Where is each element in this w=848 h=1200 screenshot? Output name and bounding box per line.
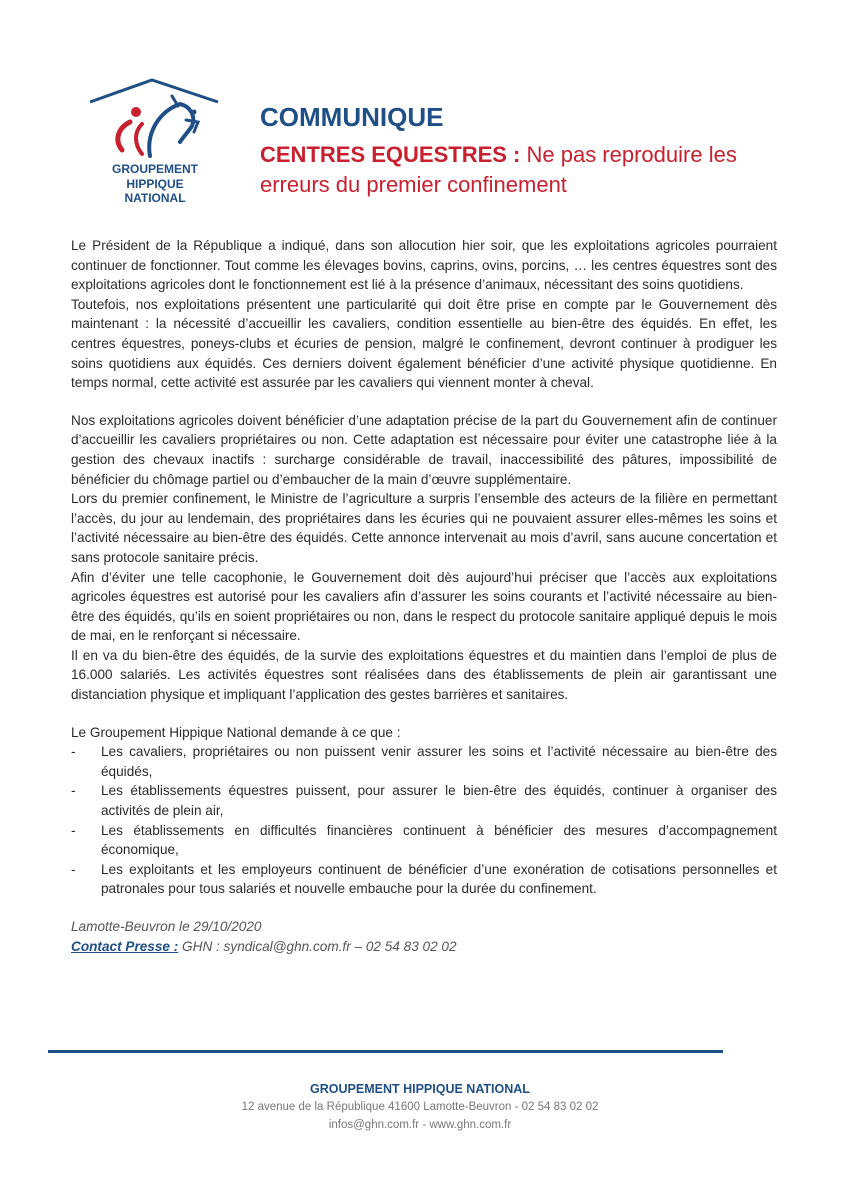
list-dash: - — [71, 783, 76, 799]
paragraph: Il en va du bien-être des équidés, de la survie des exploitations équestres et du maintien dans l’emploi de plus de 16.000 salariés. Les activités équestres sont réalisées dans des établissements de plein air garantissant une distanciation physique et impliquant l’application des gestes barrières et sanitaires. — [71, 647, 777, 703]
list-dash: - — [71, 822, 76, 838]
list-item: - Les exploitants et les employeurs continuent de bénéficier d’une exonération de cotisations personnelles et patronales pour tous salariés et nouvelle embauche pour la durée du confinement. — [71, 861, 777, 897]
subtitle-bold: CENTRES EQUESTRES : — [260, 142, 521, 167]
ghn-logo — [88, 76, 222, 212]
page-footer — [150, 1080, 690, 1134]
document-heading — [260, 100, 800, 200]
footer-address: 12 avenue de la République 41600 Lamotte-Beuvron - 02 54 83 02 02 — [241, 1101, 599, 1113]
footer-org: GROUPEMENT HIPPIQUE NATIONAL — [310, 1082, 530, 1096]
footer-web[interactable]: infos@ghn.com.fr - www.ghn.com.fr — [328, 1119, 512, 1131]
list-dash: - — [71, 744, 76, 760]
paragraph: Lors du premier confinement, le Ministre de l’agriculture a surpris l’ensemble des acteurs de la filière en permettant l’accès, du jour au lendemain, des propriétaires dans les écuries qui ne pouvaient assurer elles-mêmes les soins et l’activité nécessaire au bien-être des équidés. Cette annonce intervenait au mois d’avril, sans aucune concertation et sans protocole sanitaire précis. — [71, 491, 777, 565]
horse-rider-emblem-icon — [88, 76, 222, 162]
logo-line: NATIONAL — [124, 191, 186, 205]
document-body — [71, 236, 777, 956]
paragraph: Afin d’éviter une telle cacophonie, le Gouvernement doit dès aujourd’hui préciser que l’accès aux exploitations agricoles équestres est autorisé pour les cavaliers afin d’assurer les soins courants et l’activité nécessaire au bien-être des équidés, qu’ils en soient propriétaires ou non, dans le respect du protocole sanitaire appliqué depuis le mois de mai, en le renforçant si nécessaire. — [71, 569, 777, 644]
logo-text — [88, 162, 222, 206]
contact-value[interactable]: GHN : syndical@ghn.com.fr – 02 54 83 02 02 — [178, 938, 457, 954]
list-intro: Le Groupement Hippique National demande à ce que : — [71, 724, 401, 740]
footer-divider — [48, 1050, 723, 1053]
place-date: Lamotte-Beuvron le 29/10/2020 — [71, 919, 262, 934]
logo-line: GROUPEMENT — [111, 162, 198, 176]
press-contact — [71, 937, 777, 957]
list-dash: - — [71, 861, 76, 877]
list-item: - Les cavaliers, propriétaires ou non puissent venir assurer les soins et l’activité nécessaire au bien-être des équidés, — [71, 744, 777, 779]
list-item: - Les établissements équestres puissent, pour assurer le bien-être des équidés, continuer à organiser des activités de plein air, — [71, 783, 777, 819]
logo-line: HIPPIQUE — [126, 176, 184, 191]
document-title: COMMUNIQUE — [260, 102, 444, 132]
contact-label: Contact Presse : — [71, 938, 179, 954]
paragraph: Le Président de la République a indiqué, dans son allocution hier soir, que les exploitations agricoles pourraient continuer de fonctionner. Tout comme les élevages bovins, caprins, ovins, porcins, … les centres équestres sont des exploitations agricoles dont le fonctionnement est lié à la présence d’animaux, nécessitant des soins quotidiens. — [71, 238, 777, 293]
list-item: - Les établissements en difficultés financières continuent à bénéficier des mesures d’accompagnement économique, — [71, 822, 777, 858]
document-subtitle — [260, 140, 800, 200]
paragraph: Nos exploitations agricoles doivent bénéficier d’une adaptation précise de la part du Gouvernement afin de continuer d’accueillir les cavaliers propriétaires ou non. Cette adaptation est nécessaire pour éviter une catastrophe liée à la gestion des chevaux inactifs : surcharge considérable de travail, inaccessibilité des pâtures, impossibilité de bénéficier du chômage partiel ou d’embaucher de la main d’œuvre supplémentaire. — [71, 412, 777, 487]
paragraph: Toutefois, nos exploitations présentent une particularité qui doit être prise en compte par le Gouvernement dès maintenant : la nécessité d’accueillir les cavaliers, condition essentielle au bien-être des équidés. En effet, les centres équestres, poneys-clubs et écuries de pension, malgré le confinement, devront continuer à prodiguer les soins quotidiens aux équidés. Ces derniers doivent également bénéficier d’une activité physique quotidienne. En temps normal, cette activité est assurée par les cavaliers qui viennent monter à cheval. — [71, 296, 777, 391]
subtitle-rest: Ne pas reproduire les erreurs du premier confinement — [260, 142, 737, 197]
